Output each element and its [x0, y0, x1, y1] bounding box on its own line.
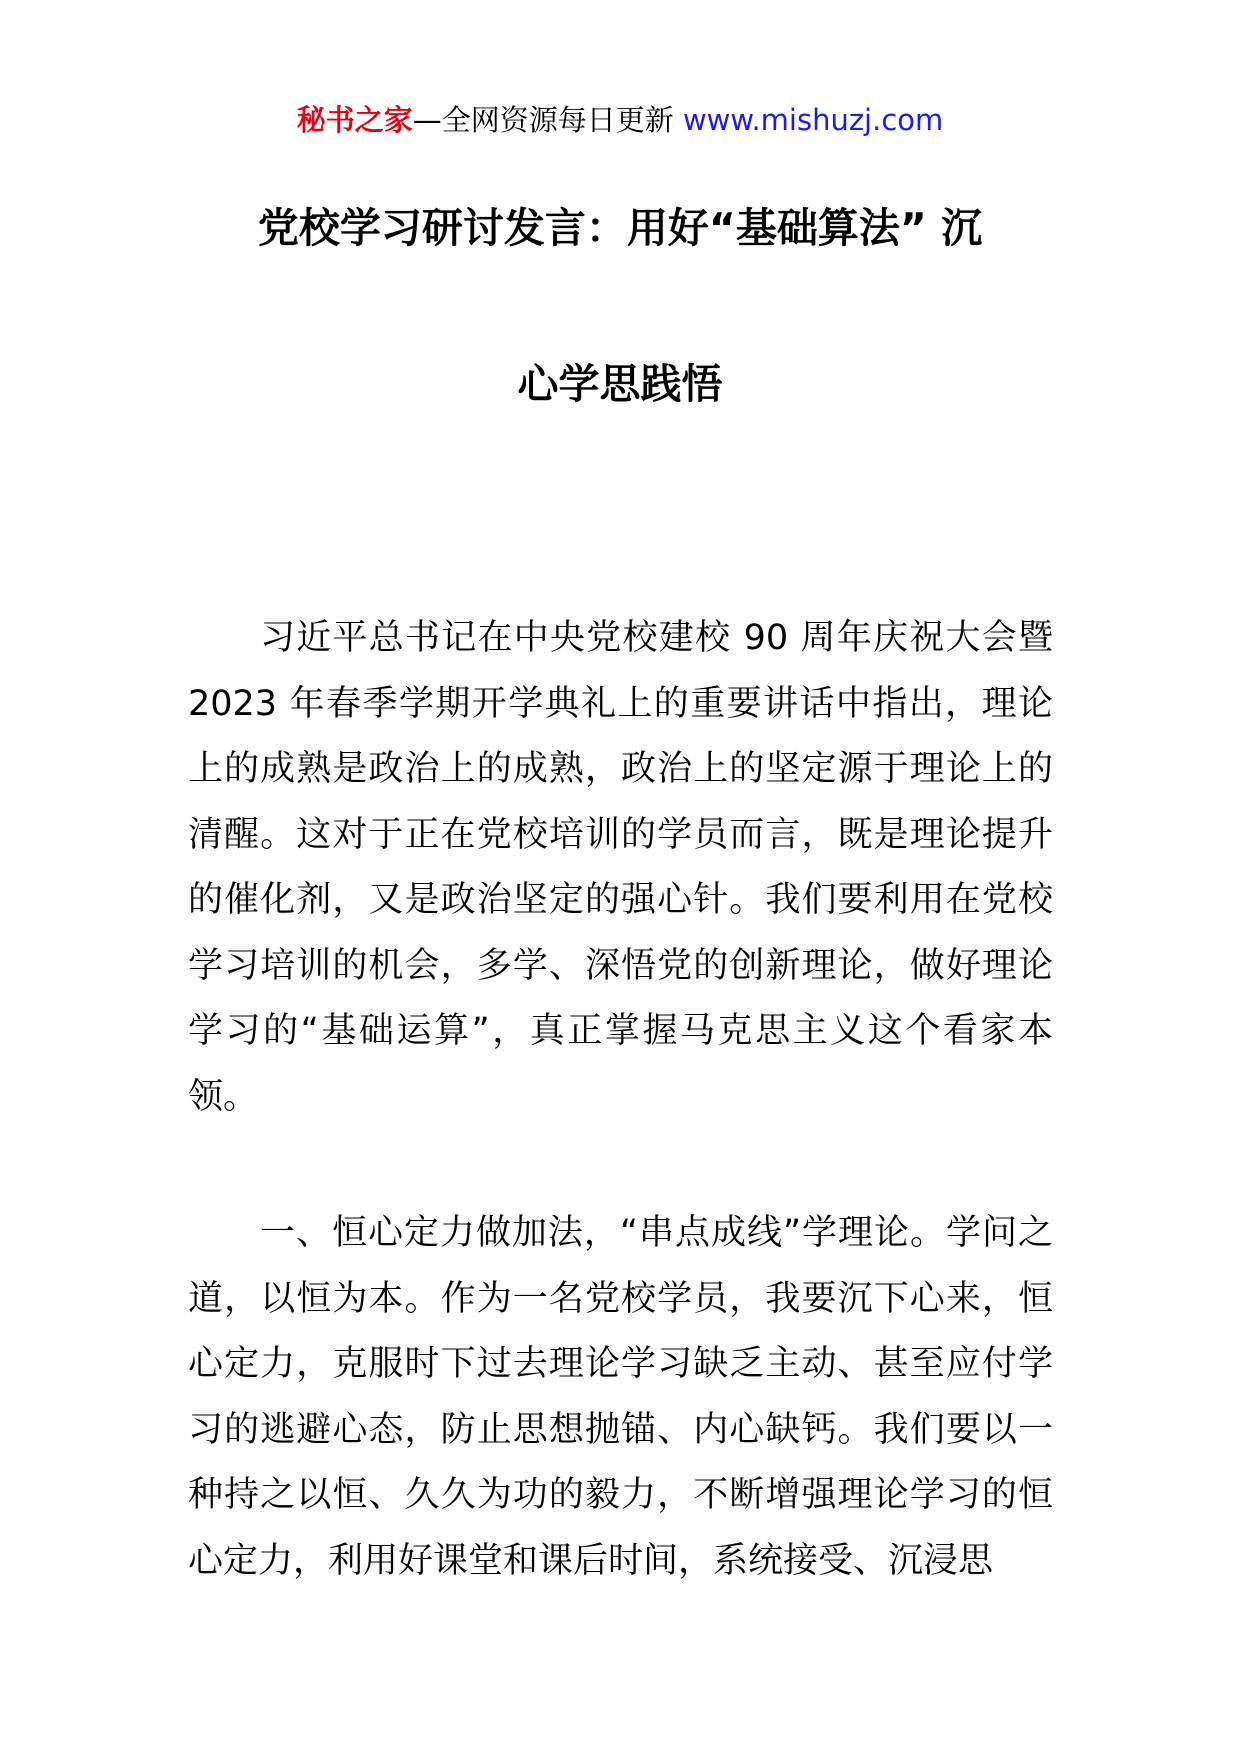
- header-tagline: —全网资源每日更新: [412, 103, 674, 137]
- site-url-link[interactable]: www.mishuzj.com: [682, 103, 944, 137]
- document-title-line-2: 心学思践悟: [517, 360, 723, 408]
- brand-name: 秘书之家: [296, 103, 413, 137]
- body-paragraph-intro: 习近平总书记在中央党校建校 90 周年庆祝大会暨 2023 年春季学期开学典礼上的重要讲话中指出，理论上的成熟是政治上的成熟，政治上的坚定源于理论上的清醒。这对于正在党校培训的学员而言，既是理论提升的催化剂，又是政治坚定的强心针。我们要利用在党校学习培训的机会，多学、深悟党的创新理论，做好理论学习的“基础运算”，真正掌握马克思主义这个看家本领。: [188, 618, 1053, 1117]
- document-title-line-1: 党校学习研讨发言：用好“基础算法” 沉: [257, 204, 983, 252]
- body-paragraph-section-1: 一、恒心定力做加法，“串点成线”学理论。学问之道，以恒为本。作为一名党校学员，我要沉下心来，恒心定力，克服时下过去理论学习缺乏主动、甚至应付学习的逃避心态，防止思想抛锚、内心缺钙。我们要以一种持之以恒、久久为功的毅力，不断增强理论学习的恒心定力，利用好课堂和课后时间，系统接受、沉浸思: [188, 1213, 1053, 1581]
- site-header: [0, 100, 1240, 140]
